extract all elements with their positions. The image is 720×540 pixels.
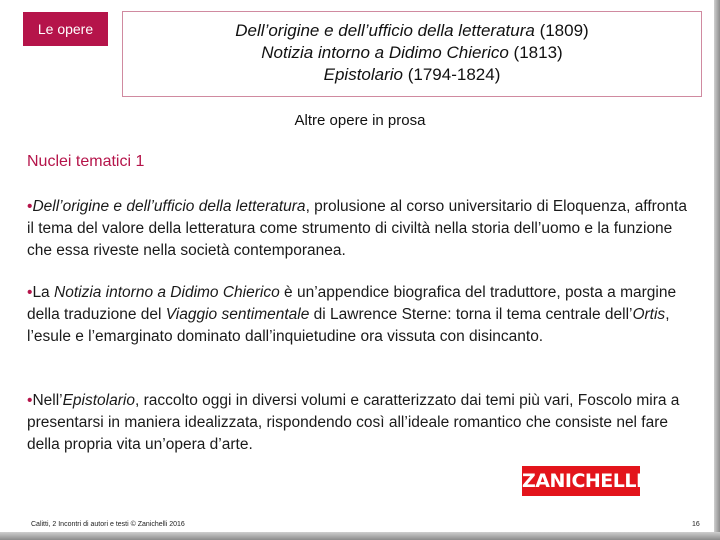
paragraph-text: , raccolto oggi in diversi volumi e caratterizzato dai temi più vari, Foscolo mira a presentarsi in maniera idealizzata, rispondendo così all’ideale romantico che consiste nel fare della propria vita un’opera d’arte. [27,392,680,453]
title-dates-2: (1813) [508,43,563,62]
slide-shadow-bottom [0,532,720,540]
paragraph-text: , l’esule e l’emarginato dominato dall’inquietudine ora vissuta con disincanto. [27,306,670,345]
title-work-2: Notizia intorno a Didimo Chierico [261,43,509,62]
bullet-1: • [27,198,33,215]
title-dates-3: (1794-1824) [403,65,501,84]
paragraph-text: è un’appendice biografica del traduttore, posta a margine della traduzione del [27,284,677,323]
title-line-3 [123,64,701,86]
work-title: Viaggio sentimentale [165,306,310,323]
zanichelli-logo: ZANICHELLI [522,466,640,496]
title-dates-1: (1809) [534,21,589,40]
paragraph-text: Nell’ [32,392,63,409]
title-line-1 [123,20,701,42]
title-line-2 [123,42,701,64]
paragraph-3 [27,390,693,456]
title-work-1: Dell’origine e dell’ufficio della letteratura [235,21,535,40]
bullet-3: • [27,392,33,409]
work-title: Notizia intorno a Didimo Chierico [54,284,280,301]
slide-shadow-right [714,0,720,540]
paragraph-text: , prolusione al corso universitario di Eloquenza, affronta il tema del valore della letteratura come strumento di civiltà nella storia dell’uomo e la funzione che essa riveste nella società contemporanea. [27,198,687,259]
bullet-2: • [27,284,33,301]
footer-credit: Calitti, 2 Incontri di autori e testi © Zanichelli 2016 [31,521,185,528]
paragraph-text: di Lawrence Sterne: torna il tema centrale dell’ [309,306,633,323]
paragraph-text: La [32,284,54,301]
page-number: 16 [692,521,700,528]
paragraph-2 [27,282,693,348]
section-heading: Nuclei tematici 1 [27,153,145,170]
paragraph-1 [27,196,693,262]
title-work-3: Epistolario [323,65,404,84]
section-tag: Le opere [23,12,108,46]
subtitle: Altre opere in prosa [294,112,426,129]
title-box [122,11,702,97]
work-title: Ortis [632,306,666,323]
work-title: Dell’origine e dell’ufficio della letteratura [32,198,306,215]
work-title: Epistolario [62,392,135,409]
